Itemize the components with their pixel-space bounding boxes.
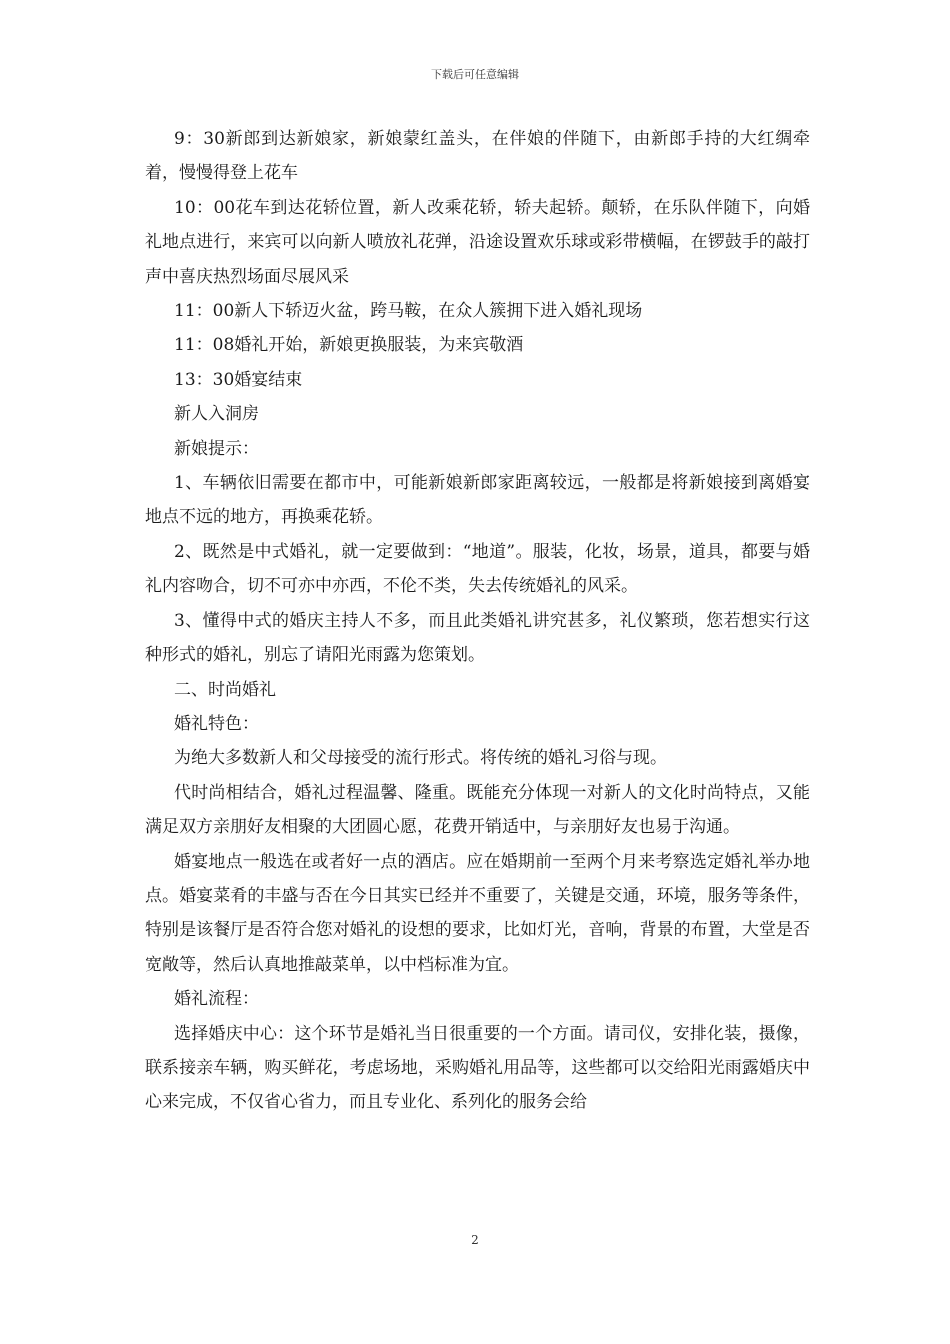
paragraph-modern-fashion: 代时尚相结合，婚礼过程温馨、隆重。既能充分体现一对新人的文化时尚特点，又能满足双方亲朋好友相聚的大团圆心愿，花费开销适中，与亲朋好友也易于沟通。	[145, 782, 810, 838]
heading-bride-tips: 新娘提示：	[174, 438, 259, 459]
tip-2: 2、既然是中式婚礼，就一定要做到：“地道”。服装，化妆，场景，道具，都要与婚礼内容吻合，切不可亦中亦西，不伦不类，失去传统婚礼的风采。	[145, 541, 810, 597]
page-number: 2	[471, 1233, 479, 1247]
paragraph-1000-sedan-chair: 10：00花车到达花轿位置，新人改乘花轿，轿夫起轿。颠轿，在乐队伴随下，向婚礼地点进行，来宾可以向新人喷放礼花弹，沿途设置欢乐球或彩带横幅，在锣鼓手的敲打声中喜庆热烈场面尽展风采	[145, 197, 810, 287]
heading-wedding-features: 婚礼特色：	[174, 713, 259, 734]
paragraph-1108-ceremony-start: 11：08婚礼开始，新娘更换服装，为来宾敬酒	[174, 335, 524, 356]
paragraph-bridal-chamber: 新人入洞房	[174, 404, 259, 425]
paragraph-0930-groom-arrives: 9：30新郎到达新娘家，新娘蒙红盖头，在伴娘的伴随下，由新郎手持的大红绸牵着，慢慢得登上花车	[145, 129, 810, 184]
paragraph-choose-wedding-center: 选择婚庆中心：这个环节是婚礼当日很重要的一个方面。请司仪，安排化装，摄像，联系接亲车辆，购买鲜花，考虑场地，采购婚礼用品等，这些都可以交给阳光雨露婚庆中心来完成，不仅省心省力，而且专业化、系列化的服务会给	[145, 1023, 810, 1113]
paragraph-1330-banquet-end: 13：30婚宴结束	[174, 369, 303, 390]
paragraph-1100-enter-venue: 11：00新人下轿迈火盆，跨马鞍，在众人簇拥下进入婚礼现场	[174, 301, 643, 322]
section-heading-fashion-wedding: 二、时尚婚礼	[174, 679, 276, 700]
tip-1: 1、车辆依旧需要在都市中，可能新娘新郎家距离较远，一般都是将新娘接到离婚宴地点不远的地方，再换乘花轿。	[145, 473, 810, 528]
paragraph-banquet-venue: 婚宴地点一般选在或者好一点的酒店。应在婚期前一至两个月来考察选定婚礼举办地点。婚宴菜肴的丰盛与否在今日其实已经并不重要了，关键是交通，环境，服务等条件，特别是该餐厅是否符合您对婚礼的设想的要求，比如灯光，音响，背景的布置，大堂是否宽敞等，然后认真地推敲菜单，以中档标准为宜。	[145, 851, 810, 975]
tip-3: 3、懂得中式的婚庆主持人不多，而且此类婚礼讲究甚多，礼仪繁琐，您若想实行这种形式的婚礼，别忘了请阳光雨露为您策划。	[145, 610, 810, 666]
paragraph-popular-form: 为绝大多数新人和父母接受的流行形式。将传统的婚礼习俗与现。	[174, 748, 667, 769]
page-header: 下载后可任意编辑	[431, 68, 519, 81]
heading-wedding-process: 婚礼流程：	[174, 989, 259, 1010]
document-body	[145, 122, 810, 1120]
